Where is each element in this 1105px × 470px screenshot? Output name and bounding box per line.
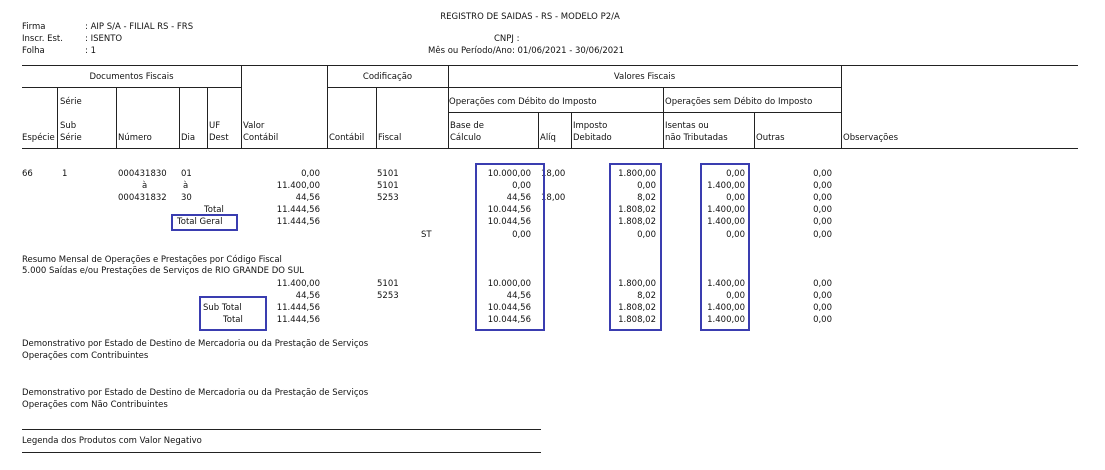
resumo-subtitle: 5.000 Saídas e/ou Prestações de Serviços de RIO GRANDE DO SUL [22,266,305,276]
cell-base: 10.044,56 [487,205,531,215]
folha-value: : 1 [85,46,96,56]
cell-especie: 66 [22,169,33,179]
header-imposto-2: Debitado [573,133,612,143]
header-especie: Espécie [22,133,55,143]
header-isentas-2: não Tributadas [665,133,728,143]
demo1-line1: Demonstrativo por Estado de Destino de Mercadoria ou da Prestação de Serviços [22,339,369,349]
cell-isentas: 1.400,00 [707,303,745,313]
inscr-label: Inscr. Est. [22,34,63,44]
cell-imposto: 8,02 [637,291,656,301]
cell-outras: 0,00 [813,169,832,179]
cell-valor: 11.400,00 [276,279,320,289]
highlight-box-subtotal [199,296,267,331]
cell-imposto: 1.800,00 [618,169,656,179]
firma-label: Firma [22,22,46,32]
header-com-debito: Operações com Débito do Imposto [449,97,597,107]
cell-isentas: 0,00 [726,169,745,179]
cell-aliq: 18,00 [541,169,566,179]
cell-outras: 0,00 [813,303,832,313]
cell-base: 44,56 [506,193,531,203]
header-observacoes: Observações [843,133,899,143]
cell-aliq: 18,00 [541,193,566,203]
header-base-1: Base de [450,121,485,131]
resumo-title: Resumo Mensal de Operações e Prestações por Código Fiscal [22,255,282,265]
cell-outras: 0,00 [813,217,832,227]
cell-fiscal: 5253 [377,291,399,301]
cell-dia: 30 [181,193,192,203]
highlight-box-total-geral [171,214,238,231]
header-documentos-fiscais: Documentos Fiscais [89,72,174,82]
cell-isentas: 0,00 [726,193,745,203]
cell-imposto: 1.808,02 [618,315,656,325]
cell-outras: 0,00 [813,279,832,289]
cell-base: 10.000,00 [487,279,531,289]
resumo-total-label: Total [223,315,243,325]
header-valor-1: Valor [243,121,265,131]
cell-outras: 0,00 [813,230,832,240]
cell-outras: 0,00 [813,205,832,215]
header-valores-fiscais: Valores Fiscais [613,72,676,82]
cell-isentas: 1.400,00 [707,181,745,191]
cell-isentas: 1.400,00 [707,315,745,325]
st-label: ST [421,230,432,240]
cell-isentas: 0,00 [726,291,745,301]
inscr-value: : ISENTO [85,34,123,44]
header-sub-serie-2: Série [60,133,82,143]
header-imposto-1: Imposto [573,121,608,131]
header-contabil: Contábil [329,133,365,143]
cell-isentas: 0,00 [726,230,745,240]
cell-numero: 000431830 [118,169,167,179]
cell-valor: 11.444,56 [276,303,320,313]
header-outras: Outras [756,133,785,143]
cell-outras: 0,00 [813,181,832,191]
cell-outras: 0,00 [813,193,832,203]
cell-valor: 44,56 [295,291,320,301]
cell-imposto: 1.800,00 [618,279,656,289]
cell-imposto: 1.808,02 [618,217,656,227]
cell-outras: 0,00 [813,291,832,301]
cell-imposto: 8,02 [637,193,656,203]
demo2-line2: Operações com Não Contribuintes [22,400,168,410]
cell-serie: 1 [62,169,68,179]
cnpj-label: CNPJ : [494,34,520,44]
cell-base: 10.044,56 [487,217,531,227]
report-title: REGISTRO DE SAIDAS - RS - MODELO P2/A [440,12,620,22]
cell-fiscal: 5101 [377,279,399,289]
header-sem-debito: Operações sem Débito do Imposto [665,97,813,107]
total-label: Total [204,205,224,215]
header-valor-2: Contábil [243,133,279,143]
legenda-text: Legenda dos Produtos com Valor Negativo [22,436,202,446]
cell-valor: 0,00 [301,169,320,179]
footer-divider-bottom [22,452,541,453]
cell-valor: 11.444,56 [276,217,320,227]
total-geral-label: Total Geral [177,217,223,227]
subtotal-label: Sub Total [203,303,242,313]
cell-numero: à [142,181,148,191]
firma-value: : AIP S/A - FILIAL RS - FRS [85,22,194,32]
cell-imposto: 0,00 [637,181,656,191]
cell-fiscal: 5101 [377,169,399,179]
cell-fiscal: 5253 [377,193,399,203]
cell-isentas: 1.400,00 [707,205,745,215]
period-text: Mês ou Período/Ano: 01/06/2021 - 30/06/2021 [428,46,624,56]
header-sub-serie-1: Sub [60,121,77,131]
highlight-box-base [475,163,545,331]
cell-imposto: 1.808,02 [618,303,656,313]
cell-base: 10.044,56 [487,303,531,313]
demo1-line2: Operações com Contribuintes [22,351,149,361]
cell-isentas: 1.400,00 [707,217,745,227]
highlight-box-isentas [700,163,750,331]
cell-imposto: 1.808,02 [618,205,656,215]
header-codificacao: Codificação [362,72,413,82]
cell-valor: 11.444,56 [276,205,320,215]
cell-dia: à [183,181,189,191]
cell-outras: 0,00 [813,315,832,325]
cell-isentas: 1.400,00 [707,279,745,289]
cell-base: 44,56 [506,291,531,301]
demo2-line1: Demonstrativo por Estado de Destino de Mercadoria ou da Prestação de Serviços [22,388,369,398]
header-dia: Dia [181,133,196,143]
cell-base: 0,00 [512,230,531,240]
header-uf-2: Dest [209,133,229,143]
cell-valor: 44,56 [295,193,320,203]
cell-base: 10.000,00 [487,169,531,179]
header-serie: Série [60,97,82,107]
highlight-box-imposto [609,163,662,331]
cell-valor: 11.400,00 [276,181,320,191]
header-numero: Número [118,133,152,143]
cell-valor: 11.444,56 [276,315,320,325]
header-uf-1: UF [209,121,221,131]
folha-label: Folha [22,46,45,56]
header-base-2: Cálculo [450,133,482,143]
cell-imposto: 0,00 [637,230,656,240]
cell-base: 0,00 [512,181,531,191]
cell-fiscal: 5101 [377,181,399,191]
cell-numero: 000431832 [118,193,167,203]
header-fiscal: Fiscal [378,133,402,143]
cell-dia: 01 [181,169,192,179]
footer-divider-top [22,429,541,430]
cell-base: 10.044,56 [487,315,531,325]
header-aliq: Alíq [540,133,556,143]
header-isentas-1: Isentas ou [665,121,709,131]
